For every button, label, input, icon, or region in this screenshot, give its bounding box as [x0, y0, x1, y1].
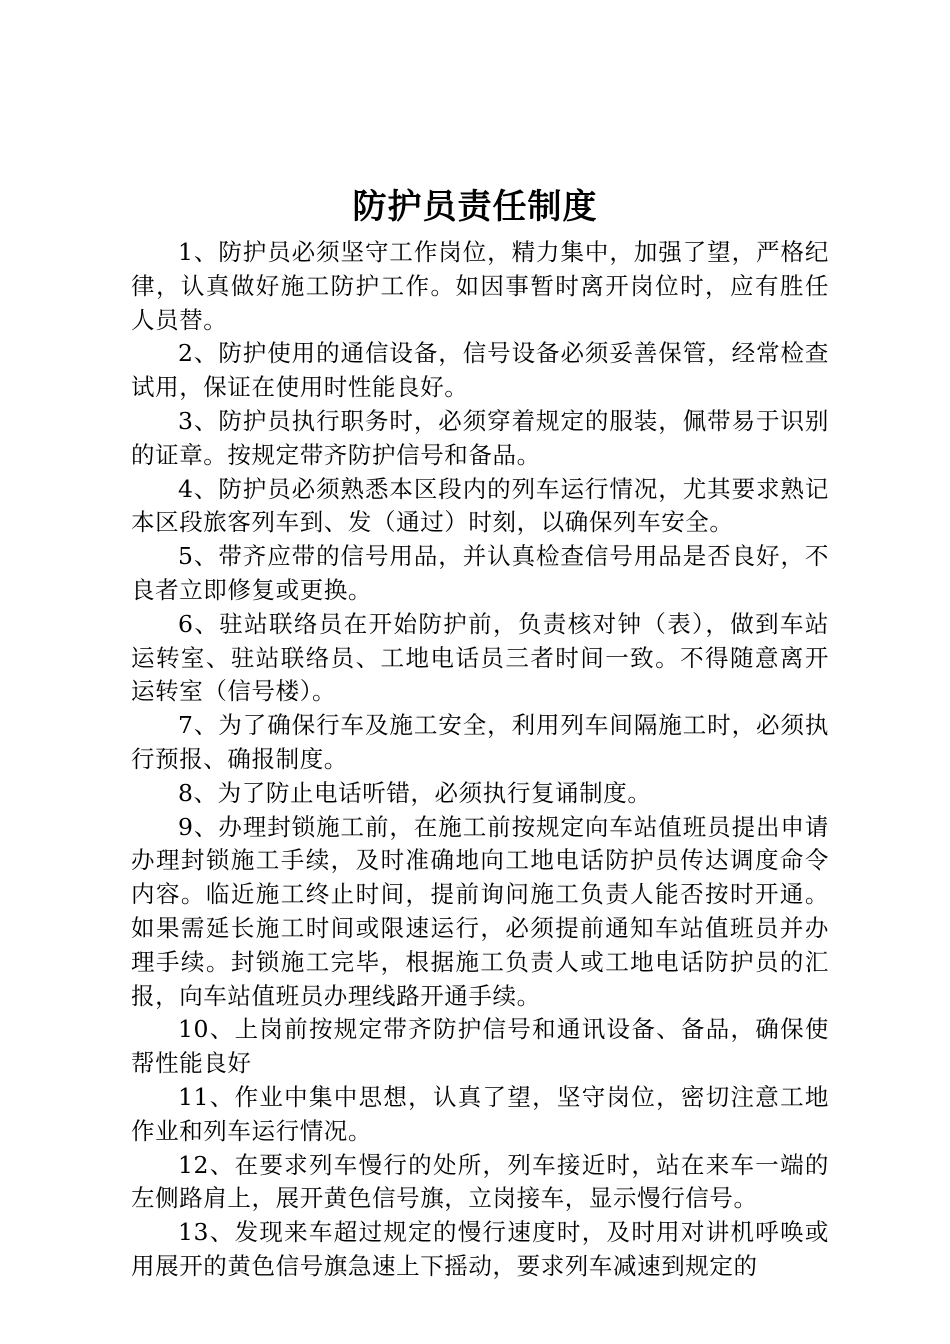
document-title: 防护员责任制度: [352, 187, 598, 227]
paragraph-9: 9、办理封锁施工前，在施工前按规定向车站值班员提出申请办理封锁施工手续，及时准确地向工地电话防护员传达调度命令内容。临近施工终止时间，提前询问施工负责人能否按时开通。如果需延长施工时间或限速运行，必须提前通知车站值班员并办理手续。封锁施工完毕，根据施工负责人或工地电话防护员的汇报，向车站值班员办理线路开通手续。: [131, 812, 829, 1010]
paragraph-4: 4、防护员必须熟悉本区段内的列车运行情况，尤其要求熟记本区段旅客列车到、发（通过）时刻，以确保列车安全。: [131, 474, 829, 537]
paragraph-8: 8、为了防止电话听错，必须执行复诵制度。: [178, 778, 652, 807]
paragraph-3: 3、防护员执行职务时，必须穿着规定的服装，佩带易于识别的证章。按规定带齐防护信号和备品。: [131, 406, 829, 469]
paragraph-7: 7、为了确保行车及施工安全，利用列车间隔施工时，必须执行预报、确报制度。: [131, 711, 829, 773]
paragraph-11: 11、作业中集中思想，认真了望，坚守岗位，密切注意工地作业和列车运行情况。: [131, 1082, 829, 1145]
paragraph-10: 10、上岗前按规定带齐防护信号和通讯设备、备品，确保使帮性能良好: [131, 1015, 829, 1078]
paragraph-1: 1、防护员必须坚守工作岗位，精力集中，加强了望，严格纪律，认真做好施工防护工作。如因事暂时离开岗位时，应有胜任人员替。: [131, 238, 829, 334]
paragraph-2: 2、防护使用的通信设备，信号设备必须妥善保管，经常检查试用，保证在使用时性能良好。: [131, 339, 829, 402]
document-body: [131, 236, 829, 1284]
paragraph-6: 6、驻站联络员在开始防护前，负责核对钟（表），做到车站运转室、驻站联络员、工地电话员三者时间一致。不得随意离开运转室（信号楼）。: [131, 609, 829, 706]
paragraph-5: 5、带齐应带的信号用品，并认真检查信号用品是否良好，不良者立即修复或更换。: [131, 542, 829, 604]
paragraph-13: 13、发现来车超过规定的慢行速度时，及时用对讲机呼唤或用展开的黄色信号旗急速上下摇动，要求列车减速到规定的: [131, 1218, 829, 1280]
paragraph-12: 12、在要求列车慢行的处所，列车接近时，站在来车一端的左侧路肩上，展开黄色信号旗，立岗接车，显示慢行信号。: [131, 1150, 829, 1213]
